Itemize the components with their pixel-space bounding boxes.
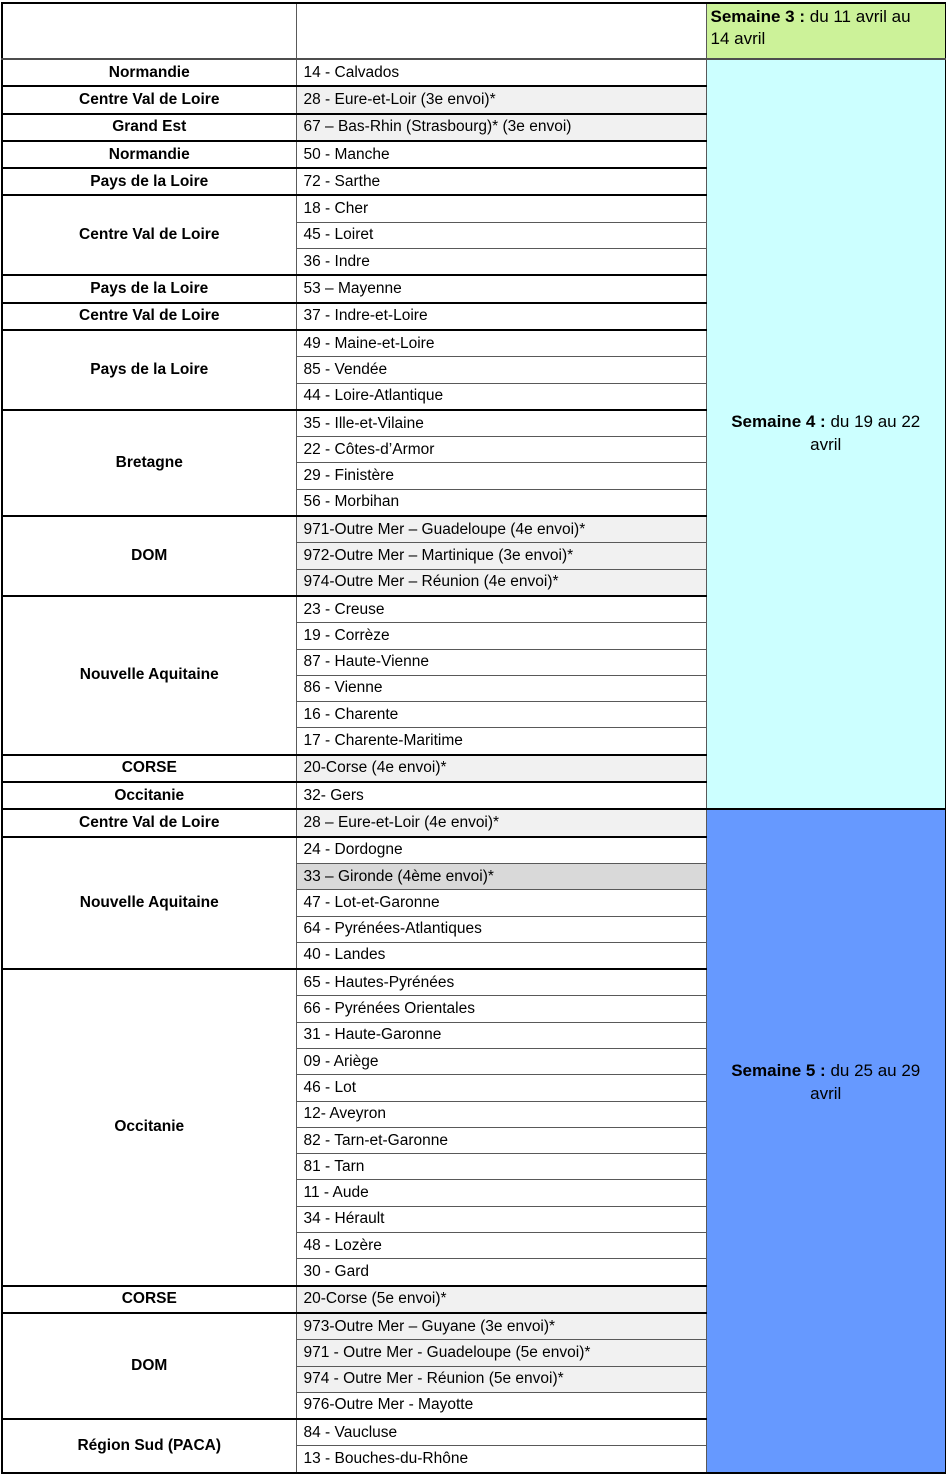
region-cell: Nouvelle Aquitaine: [2, 837, 296, 969]
week4-title: Semaine 4 :: [731, 412, 826, 432]
week3-header-cell: [706, 3, 946, 59]
department-cell: 34 - Hérault: [296, 1206, 706, 1232]
region-cell: Région Sud (PACA): [2, 1419, 296, 1473]
department-cell: 53 – Mayenne: [296, 275, 706, 302]
department-cell: 14 - Calvados: [296, 59, 706, 86]
department-cell: 48 - Lozère: [296, 1233, 706, 1259]
region-cell: Occitanie: [2, 782, 296, 809]
department-cell: 67 – Bas-Rhin (Strasbourg)* (3e envoi): [296, 114, 706, 141]
week3-title: Semaine 3 :: [710, 7, 805, 26]
week4-cell: [706, 59, 946, 809]
department-cell: 19 - Corrèze: [296, 623, 706, 649]
region-cell: Centre Val de Loire: [2, 303, 296, 330]
department-cell: 13 - Bouches-du-Rhône: [296, 1446, 706, 1473]
department-cell: 84 - Vaucluse: [296, 1419, 706, 1446]
department-cell: 16 - Charente: [296, 702, 706, 728]
department-cell: 56 - Morbihan: [296, 489, 706, 516]
department-cell: 28 – Eure-et-Loir (4e envoi)*: [296, 809, 706, 836]
department-cell: 974-Outre Mer – Réunion (4e envoi)*: [296, 569, 706, 596]
region-cell: Pays de la Loire: [2, 275, 296, 302]
table-row: [2, 809, 946, 836]
week5-label: [728, 1060, 923, 1106]
region-cell: Centre Val de Loire: [2, 809, 296, 836]
department-cell: 09 - Ariège: [296, 1048, 706, 1074]
department-cell: 33 – Gironde (4ème envoi)*: [296, 863, 706, 889]
region-cell: Centre Val de Loire: [2, 195, 296, 275]
department-cell: 31 - Haute-Garonne: [296, 1022, 706, 1048]
week5-cell: [706, 809, 946, 1472]
region-cell: Bretagne: [2, 410, 296, 516]
department-cell: 30 - Gard: [296, 1259, 706, 1286]
department-cell: 28 - Eure-et-Loir (3e envoi)*: [296, 86, 706, 113]
department-cell: 50 - Manche: [296, 141, 706, 168]
department-cell: 29 - Finistère: [296, 463, 706, 489]
department-cell: 12- Aveyron: [296, 1101, 706, 1127]
region-cell: Nouvelle Aquitaine: [2, 596, 296, 755]
week5-dates: du 25 au 29 avril: [810, 1060, 921, 1103]
week4-dates: du 19 au 22 avril: [810, 412, 921, 455]
department-cell: 32- Gers: [296, 782, 706, 809]
department-cell: 40 - Landes: [296, 942, 706, 969]
department-cell: 36 - Indre: [296, 249, 706, 276]
department-cell: 971-Outre Mer – Guadeloupe (4e envoi)*: [296, 516, 706, 543]
department-cell: 82 - Tarn-et-Garonne: [296, 1127, 706, 1153]
department-cell: 18 - Cher: [296, 195, 706, 222]
region-cell: Normandie: [2, 141, 296, 168]
department-cell: 81 - Tarn: [296, 1154, 706, 1180]
department-cell: 974 - Outre Mer - Réunion (5e envoi)*: [296, 1366, 706, 1392]
header-department-cell: [296, 3, 706, 59]
region-cell: Normandie: [2, 59, 296, 86]
region-cell: Pays de la Loire: [2, 168, 296, 195]
department-cell: 22 - Côtes-d’Armor: [296, 437, 706, 463]
week3-label: [711, 6, 917, 51]
department-cell: 46 - Lot: [296, 1075, 706, 1101]
department-cell: 24 - Dordogne: [296, 837, 706, 864]
week3-dates: du 11 avril au 14 avril: [710, 7, 911, 49]
department-cell: 47 - Lot-et-Garonne: [296, 890, 706, 916]
department-cell: 72 - Sarthe: [296, 168, 706, 195]
department-cell: 44 - Loire-Atlantique: [296, 383, 706, 410]
department-cell: 37 - Indre-et-Loire: [296, 303, 706, 330]
department-cell: 23 - Creuse: [296, 596, 706, 623]
region-cell: Occitanie: [2, 969, 296, 1286]
department-cell: 66 - Pyrénées Orientales: [296, 996, 706, 1022]
department-cell: 20-Corse (4e envoi)*: [296, 755, 706, 782]
department-cell: 64 - Pyrénées-Atlantiques: [296, 916, 706, 942]
department-cell: 85 - Vendée: [296, 357, 706, 383]
department-cell: 20-Corse (5e envoi)*: [296, 1286, 706, 1313]
department-cell: 65 - Hautes-Pyrénées: [296, 969, 706, 996]
department-cell: 972-Outre Mer – Martinique (3e envoi)*: [296, 543, 706, 569]
week5-title: Semaine 5 :: [731, 1060, 826, 1080]
department-cell: 973-Outre Mer – Guyane (3e envoi)*: [296, 1313, 706, 1340]
department-cell: 87 - Haute-Vienne: [296, 649, 706, 675]
region-cell: Pays de la Loire: [2, 330, 296, 410]
table-body: [2, 3, 946, 1473]
table-row: [2, 59, 946, 86]
region-cell: DOM: [2, 1313, 296, 1419]
department-cell: 35 - Ille-et-Vilaine: [296, 410, 706, 437]
header-region-cell: [2, 3, 296, 59]
department-cell: 971 - Outre Mer - Guadeloupe (5e envoi)*: [296, 1340, 706, 1366]
department-cell: 86 - Vienne: [296, 675, 706, 701]
department-cell: 45 - Loiret: [296, 222, 706, 248]
region-cell: CORSE: [2, 755, 296, 782]
department-cell: 17 - Charente-Maritime: [296, 728, 706, 755]
region-cell: Centre Val de Loire: [2, 86, 296, 113]
schedule-table: [1, 2, 946, 1474]
region-cell: Grand Est: [2, 114, 296, 141]
department-cell: 49 - Maine-et-Loire: [296, 330, 706, 357]
week4-label: [728, 411, 923, 457]
department-cell: 976-Outre Mer - Mayotte: [296, 1392, 706, 1419]
region-cell: DOM: [2, 516, 296, 596]
header-row: [2, 3, 946, 59]
department-cell: 11 - Aude: [296, 1180, 706, 1206]
region-cell: CORSE: [2, 1286, 296, 1313]
